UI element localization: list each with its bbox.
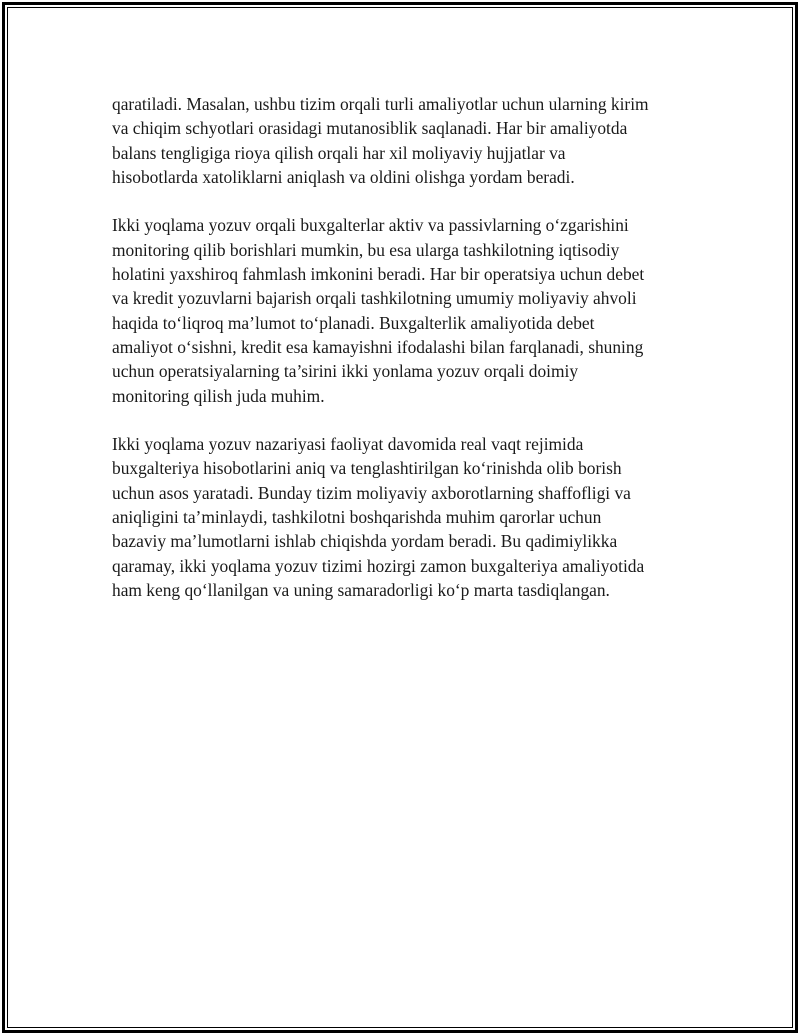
text-line: ham keng qo‘llanilgan va uning samaradorligi ko‘p marta tasdiqlangan. [112,579,610,600]
text-line: qaratiladi. Masalan, ushbu tizim orqali turli amaliyotlar uchun ularning kirim [112,94,649,114]
text-line: balans tengligiga rioya qilish orqali har xil moliyaviy hujjatlar va [112,142,566,163]
text-line: haqida to‘liqroq ma’lumot to‘planadi. Buxgalterlik amaliyotida debet [112,312,595,333]
text-line: Ikki yoqlama yozuv orqali buxgalterlar aktiv va passivlarning o‘zgarishini [112,215,629,236]
text-line: qaramay, ikki yoqlama yozuv tizimi hozirgi zamon buxgalteriya amaliyotida [112,555,645,576]
text-line: uchun asos yaratadi. Bunday tizim moliyaviy axborotlarning shaffofligi va [112,482,631,503]
document-body [112,92,692,627]
text-line: amaliyot o‘sishni, kredit esa kamayishni ifodalashi bilan farqlanadi, shuning [112,336,644,357]
text-line: va kredit yozuvlarni bajarish orqali tashkilotning umumiy moliyaviy ahvoli [112,288,637,309]
text-line: monitoring qilish juda muhim. [112,385,325,406]
text-line: holatini yaxshiroq fahmlash imkonini beradi. Har bir operatsiya uchun debet [112,264,645,285]
text-line: buxgalteriya hisobotlarini aniq va tenglashtirilgan ko‘rinishda olib borish [112,458,622,479]
text-line: hisobotlarda xatoliklarni aniqlash va oldini olishga yordam beradi. [112,166,575,187]
text-line: uchun operatsiyalarning ta’sirini ikki yonlama yozuv orqali doimiy [112,361,579,382]
text-line: Ikki yoqlama yozuv nazariyasi faoliyat davomida real vaqt rejimida [112,434,584,455]
text-line: bazaviy ma’lumotlarni ishlab chiqishda yordam beradi. Bu qadimiylikka [112,531,618,552]
paragraph-1 [112,92,692,189]
paragraph-3 [112,432,692,602]
text-line: monitoring qilib borishlari mumkin, bu esa ularga tashkilotning iqtisodiy [112,239,620,260]
paragraph-2 [112,213,692,407]
text-line: aniqligini ta’minlaydi, tashkilotni boshqarishda muhim qarorlar uchun [112,507,602,528]
text-line: va chiqim schyotlari orasidagi mutanosiblik saqlanadi. Har bir amaliyotda [112,118,628,139]
